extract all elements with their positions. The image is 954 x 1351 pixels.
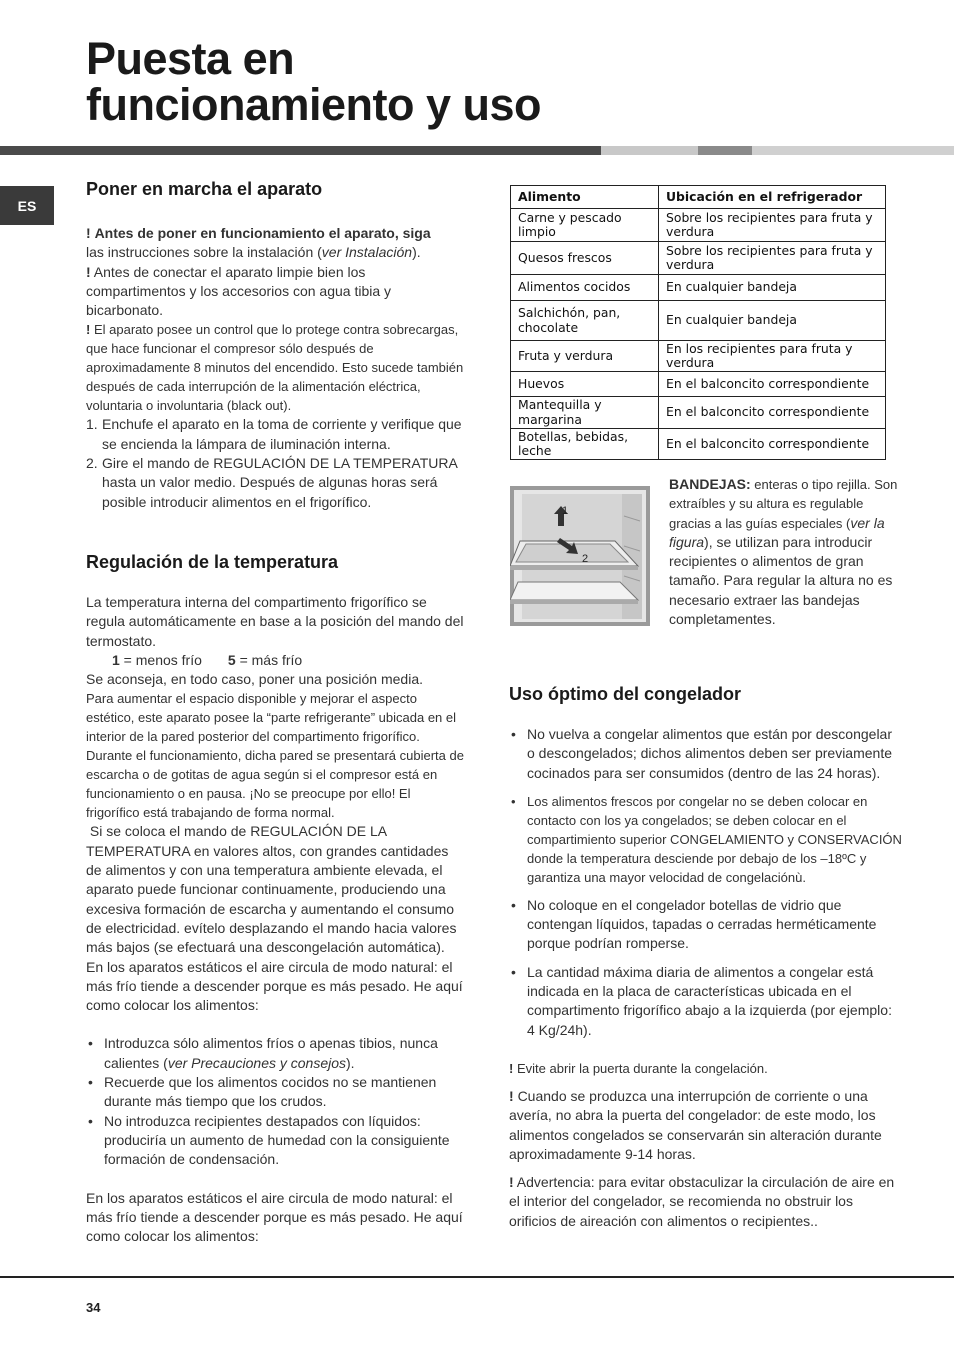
page-number: 34 — [86, 1300, 101, 1315]
start-step-1: 1. Enchufe el aparato en la toma de corriente y verifique que se encienda la lámpara de iluminación interna. — [86, 416, 462, 452]
temp-bullet-list — [86, 1034, 466, 1169]
temp-paragraph-4: Si se coloca el mando de REGULACIÓN DE LA TEMPERATURA en valores altos, con grandes cantidades de alimentos y con una temperatura ambiente elevada, el aparato puede funcionar continuamente, produciendo una excesiva formación de escarcha y aumentando el consumo de electricidad. evítelo desplazando el mando hacia valores más bajos (se efectuará una descongelación automática). — [86, 823, 461, 956]
food-storage-table — [510, 185, 886, 460]
table-cell: Sobre los recipientes para fruta y verdura — [659, 242, 886, 275]
start-paragraph-3: ! El aparato posee un control que lo protege contra sobrecargas, que hace funcionar el compresor sólo después de aproximadamente 8 minutos del encendido. Esto sucede también después de cada interrupción de la alimentación eléctrica, voluntaria o involuntaria (black out). — [86, 322, 464, 414]
table-cell: Carne y pescado limpio — [511, 209, 659, 242]
freezer-warning-3: ! Advertencia: para evitar obstaculizar la circulación de aire en el interior del congelador, se recomienda no obstruir los orificios de aireación con alimentos o recipientes.. — [509, 1174, 895, 1229]
table-cell: Mantequilla y margarina — [511, 397, 659, 429]
table-cell: Fruta y verdura — [511, 341, 659, 372]
table-cell: En el balconcito correspondiente — [659, 397, 886, 429]
table-cell: Alimentos cocidos — [511, 275, 659, 301]
language-tab: ES — [0, 186, 54, 225]
freezer-bullet-list — [509, 725, 903, 1040]
table-cell: Sobre los recipientes para fruta y verdura — [659, 209, 886, 242]
section-freezer-body — [509, 725, 903, 1231]
title-line-1: Puesta en — [86, 33, 295, 84]
list-item: • Introduzca sólo alimentos fríos o apenas tibios, nunca calientes (ver Precauciones y consejos). — [86, 1034, 466, 1073]
figure-label-1: 1 — [562, 505, 569, 517]
header-rule-light — [601, 146, 698, 155]
temp-paragraph-2: Se aconseja, en todo caso, poner una posición media. — [86, 671, 424, 688]
section-heading-start: Poner en marcha el aparato — [86, 179, 323, 199]
table-row — [511, 429, 886, 460]
page-title — [86, 33, 542, 130]
list-item: • La cantidad máxima diaria de alimentos a congelar está indicada en la placa de características ubicada en el compartimento frigorífico abajo a la izquierda (por ejemplo: 4 Kg/24h). — [509, 963, 903, 1040]
list-item: • No vuelva a congelar alimentos que están por descongelar o descongelados; dichos alimentos deben ser previamente cocinados para ser consumidos (dentro de las 24 horas). — [509, 725, 903, 783]
list-item: • No introduzca recipientes destapados con líquidos: produciría un aumento de humedad con la consiguiente formación de condensación. — [86, 1112, 466, 1170]
table-row — [511, 301, 886, 341]
table-cell: Botellas, bebidas, leche — [511, 429, 659, 460]
bandejas-paragraph: BANDEJAS: enteras o tipo rejilla. Son extraíbles y su altura es regulable gracias a las guías especiales (ver la figura), se utilizan para introducir recipientes o alimentos de gran tamaño. Para regular la altura no es necesario extraer las bandejas completamentes. — [669, 476, 898, 628]
table-row — [511, 209, 886, 242]
header-rule-mid — [698, 146, 752, 155]
table-header-food: Alimento — [511, 186, 659, 209]
table-cell: En cualquier bandeja — [659, 301, 886, 341]
section-heading-freezer: Uso óptimo del congelador — [509, 684, 742, 704]
header-rule-light-2 — [752, 146, 954, 155]
section-heading-temperature: Regulación de la temperatura — [86, 552, 339, 572]
section-start-body — [86, 224, 466, 512]
title-line-2: funcionamiento y uso — [86, 79, 542, 130]
table-cell: Salchichón, pan, chocolate — [511, 301, 659, 341]
table-header-row — [511, 186, 886, 209]
table-cell: En el balconcito correspondiente — [659, 372, 886, 397]
start-step-2: 2. Gire el mando de REGULACIÓN DE LA TEMPERATURA hasta un valor medio. Después de algunas horas será posible introducir alimentos en el frigorífico. — [86, 455, 458, 510]
list-item: • No coloque en el congelador botellas de vidrio que contengan líquidos, tapadas o cerradas herméticamente porque podrían romperse. — [509, 896, 903, 954]
table-row — [511, 397, 886, 429]
freezer-warning-2: ! Cuando se produzca una interrupción de corriente o una avería, no abra la puerta del congelador: de este modo, los alimentos congelados se conservarán sin alteración durante aproximadamente 9-14 horas. — [509, 1087, 882, 1162]
start-paragraph-2: ! Antes de conectar el aparato limpie bien los compartimentos y los accesorios con agua tibia y bicarbonato. — [86, 263, 392, 319]
figure-label-2: 2 — [582, 553, 589, 565]
temp-paragraph-3: Para aumentar el espacio disponible y mejorar el aspecto estético, este aparato posee la “parte refrigerante” ubicada en el interior de la pared posterior del compartimento frigorífico. Durante el funcionamiento, dicha pared se presentará cubierta de escarcha o de gotitas de agua según si el compresor está en funcionamiento o en pausa. ¡No se preocupe por ello! El frigorífico está trabajando de forma normal. — [86, 691, 464, 821]
table-cell: En los recipientes para fruta y verdura — [659, 341, 886, 372]
start-paragraph-1: ! Antes de poner en funcionamiento el aparato, siga las instrucciones sobre la instalación (ver Instalación). — [86, 225, 431, 261]
header-rule-dark — [0, 146, 601, 155]
table-cell: En cualquier bandeja — [659, 275, 886, 301]
freezer-warning-1: ! Evite abrir la puerta durante la congelación. — [509, 1060, 768, 1076]
table-header-location: Ubicación en el refrigerador — [659, 186, 886, 209]
temp-paragraph-6: En los aparatos estáticos el aire circula de modo natural: el más frío tiende a descender porque es más pesado. He aquí como colocar los alimentos: — [86, 1189, 463, 1245]
table-row — [511, 341, 886, 372]
section-temperature-body — [86, 593, 466, 1246]
temp-scale: 1 = menos frío 5 = más frío — [112, 651, 303, 668]
table-row — [511, 242, 886, 275]
table-cell: Huevos — [511, 372, 659, 397]
shelf-illustration — [510, 486, 650, 626]
table-cell: Quesos frescos — [511, 242, 659, 275]
footer-rule — [0, 1276, 954, 1278]
table-row — [511, 275, 886, 301]
temp-paragraph-5: En los aparatos estáticos el aire circula de modo natural: el más frío tiende a descender porque es más pesado. He aquí como colocar los alimentos: — [86, 958, 463, 1014]
temp-paragraph-1: La temperatura interna del compartimento frigorífico se regula automáticamente en base a la posición del mando del termostato. — [86, 594, 464, 649]
list-item: • Los alimentos frescos por congelar no se deben colocar en contacto con los ya congelados; se deben colocar en el compartimiento superior CONGELAMIENTO y CONSERVACIÓN donde la temperatura desciende por debajo de los –18ºC y garantiza una mayor velocidad de congelaciónù. — [509, 792, 903, 887]
table-row — [511, 372, 886, 397]
table-cell: En el balconcito correspondiente — [659, 429, 886, 460]
list-item: • Recuerde que los alimentos cocidos no se mantienen durante más tiempo que los crudos. — [86, 1073, 466, 1112]
